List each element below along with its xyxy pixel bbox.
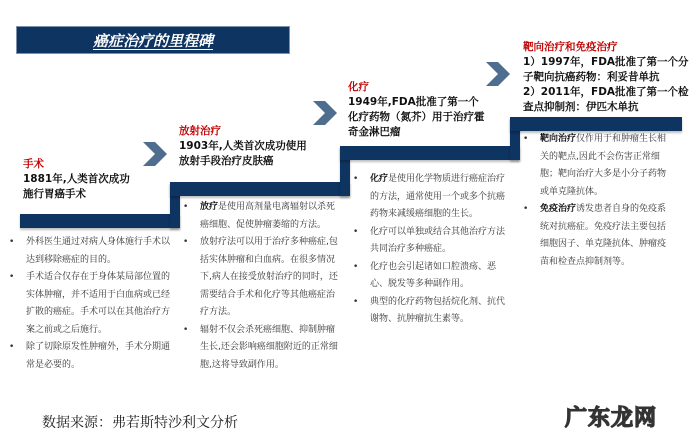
milestone-targeted-heading: [523, 40, 693, 115]
list-item: • 放疗是使用高剂量电离辐射以杀死癌细胞、促使肿瘤萎缩的方法。: [180, 199, 340, 234]
list-item: • 靶向治疗仅作用于和肿瘤生长相关的靶点,因此不会伤害正常细胞；靶向治疗大多是小分子药物或单克隆抗体。: [520, 131, 672, 201]
chevron-right-icon: [313, 101, 337, 125]
list-item: • 放射疗法可以用于治疗多种癌症,包括实体肿瘤和白血病。在很多情况下,病人在接受放射治疗的同时，还需要结合手术和化疗等其他癌症治疗方法。: [180, 234, 340, 322]
list-item: • 化疗也会引起诸如口腔溃疡、恶心、脱发等多种副作用。: [350, 259, 510, 294]
list-item: • 免疫治疗诱发患者自身的免疫系统对抗癌症。免疫疗法主要包括细胞因子、单克隆抗体、肿瘤疫苗和检查点抑制剂等。: [520, 201, 672, 271]
targeted-bullets: [520, 131, 672, 271]
list-item: • 化疗可以单独或结合其他治疗方法共同治疗多种癌症。: [350, 224, 510, 259]
surgery-bullets: [6, 234, 174, 374]
milestone-headline: 2）2011年，FDA批准了第一个检查点抑制剂：伊匹木单抗: [523, 86, 689, 113]
list-item: • 辐射不仅会杀死癌细胞、抑制肿瘤生长,还会影响癌细胞附近的正常细胞,这将导致副作用。: [180, 322, 340, 375]
category-label: 靶向治疗和免疫治疗: [523, 41, 618, 53]
milestone-radiation-heading: [179, 124, 309, 169]
milestone-surgery-heading: [23, 157, 133, 202]
data-source: 数据来源：弗若斯特沙利文分析: [42, 415, 238, 431]
list-item: • 化疗是使用化学物质进行癌症治疗的方法，通常使用一个或多个抗癌药物来减缓癌细胞的生长。: [350, 171, 510, 224]
chevron-right-icon: [143, 142, 167, 166]
list-item: • 典型的化疗药物包括烷化剂、抗代谢物、抗肿瘤抗生素等。: [350, 294, 510, 329]
list-item: • 外科医生通过对病人身体施行手术以达到移除癌症的目的。: [6, 234, 174, 269]
page-title: 癌症治疗的里程碑: [92, 31, 213, 50]
step-band-3: [340, 146, 520, 160]
category-label: 放射治疗: [179, 125, 221, 137]
list-item: • 除了切除原发性肿瘤外，手术分期通常是必要的。: [6, 339, 174, 374]
milestone-chemo-heading: [348, 80, 488, 140]
step-band-4: [510, 117, 682, 131]
milestone-headline: 1881年,人类首次成功施行胃癌手术: [23, 173, 130, 200]
category-label: 手术: [23, 158, 44, 170]
step-band-1: [20, 214, 180, 228]
watermark-logo: 广东龙网: [565, 406, 658, 431]
milestone-headline: 1949年,FDA批准了第一个化疗药物（氮芥）用于治疗霍奇金淋巴瘤: [348, 96, 485, 138]
radiation-bullets: [180, 199, 340, 374]
chevron-right-icon: [486, 62, 510, 86]
milestone-headline: 1）1997年，FDA批准了第一个分子靶向抗癌药物：利妥昔单抗: [523, 56, 689, 83]
category-label: 化疗: [348, 81, 369, 93]
list-item: • 手术适合仅存在于身体某局部位置的实体肿瘤，并不适用于白血病或已经扩散的癌症。手术可以在其他治疗方案之前或之后施行。: [6, 269, 174, 339]
milestone-headline: 1903年,人类首次成功使用放射手段治疗皮肤癌: [179, 140, 307, 167]
chemo-bullets: [350, 171, 510, 329]
title-banner: [16, 26, 290, 54]
step-band-2: [170, 182, 350, 196]
